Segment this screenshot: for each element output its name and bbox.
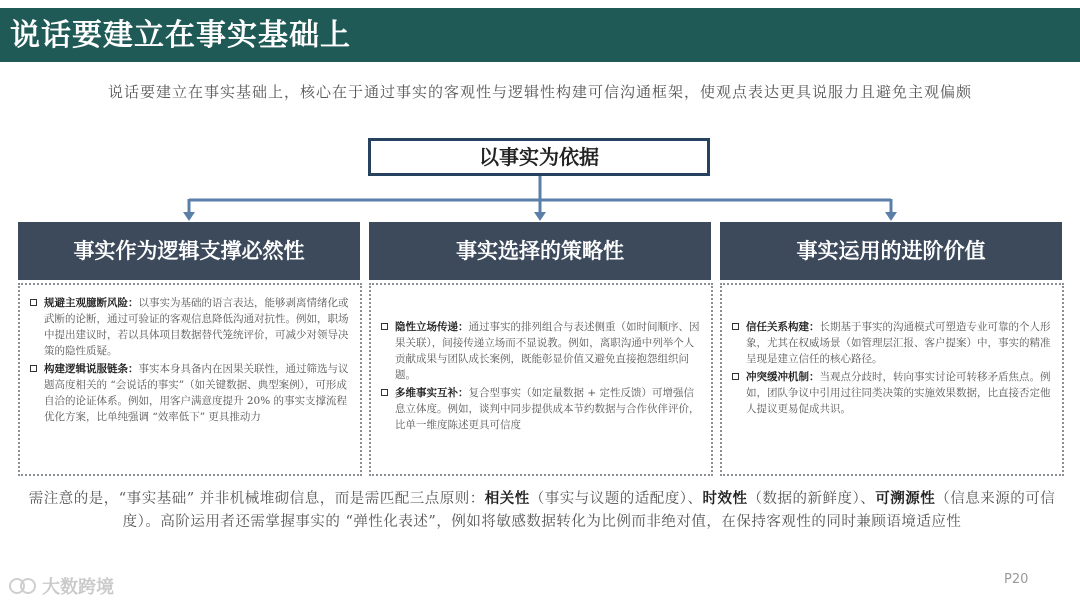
column-3-heading: 事实运用的进阶价值 (720, 222, 1062, 280)
arrow-center-icon (534, 212, 546, 221)
title-bar (0, 8, 1080, 62)
column-3-bullet-1 (732, 319, 1052, 367)
column-1-bullet-2 (30, 361, 350, 425)
keyword-timeliness: 时效性 (702, 490, 748, 507)
bottom-text-2: （事实与议题的适配度）、 (529, 491, 703, 507)
column-1-heading: 事实作为逻辑支撑必然性 (18, 222, 360, 280)
bottom-text-3: （数据的新鲜度）、 (747, 491, 876, 507)
bullet-text: 当观点分歧时，转向事实讨论可转移矛盾焦点。例如，团队争议中引用过往同类决策的实施效果数据，比直接否定他人提议更易促成共识。 (746, 371, 1051, 415)
bullet-title: 规避主观臆断风险： (44, 297, 139, 309)
bullet-title: 信任关系构建： (746, 321, 820, 333)
column-3-bullet-2 (732, 369, 1052, 417)
bottom-text-4: （信息来源的可信度）。高阶运用者还需掌握事实的 “弹性化表述”，例如将敏感数据转化为比例而非绝对值，在保持客观性的同时兼顾语境适应性 (122, 491, 1056, 530)
square-bullet-icon (732, 373, 739, 380)
keyword-relevance: 相关性 (484, 490, 530, 507)
bottom-note (22, 487, 1062, 534)
column-2-heading: 事实选择的策略性 (369, 222, 711, 280)
arrow-left-icon (183, 212, 195, 221)
arrow-right-icon (885, 212, 897, 221)
bullet-text: 长期基于事实的沟通模式可塑造专业可靠的个人形象，尤其在权威场景（如管理层汇报、客户提案）中，事实的精准呈现是建立信任的核心路径。 (746, 321, 1051, 365)
bullet-text: 事实本身具备内在因果关联性，通过筛选与议题高度相关的 “会说话的事实”（如关键数据、典型案例），可形成自洽的论证体系。例如，用客户满意度提升 20% 的事实支撑流程优化方案，比单纯强调 “效率低下” 更具推动力 (44, 363, 349, 423)
square-bullet-icon (30, 299, 37, 306)
column-3-body (720, 283, 1064, 476)
column-2-bullet-1 (381, 319, 701, 383)
bottom-text-1: 需注意的是，“事实基础” 并非机械堆砌信息，而是需匹配三点原则： (28, 491, 485, 507)
logo-icon (8, 575, 38, 597)
square-bullet-icon (732, 323, 739, 330)
square-bullet-icon (30, 365, 37, 372)
column-1-body (18, 283, 362, 476)
intro-text: 说话要建立在事实基础上，核心在于通过事实的客观性与逻辑性构建可信沟通框架，使观点表达更具说服力且避免主观偏颇 (107, 83, 972, 101)
bullet-title: 构建逻辑说服链条： (44, 363, 139, 375)
page-title: 说话要建立在事实基础上 (10, 18, 351, 53)
bullet-text: 通过事实的排列组合与表述侧重（如时间顺序、因果关联），间接传递立场而不显说教。例如，离职沟通中列举个人贡献成果与团队成长案例，既能彰显价值又避免直接抱怨组织问题。 (395, 321, 700, 381)
column-2-body (369, 283, 713, 476)
square-bullet-icon (381, 323, 388, 330)
bullet-text: 以事实为基础的语言表达，能够剥离情绪化或武断的论断，通过可验证的客观信息降低沟通对抗性。例如，职场中提出建议时，若以具体项目数据替代笼统评价，可减少对领导决策的隐性质疑。 (44, 297, 349, 357)
bullet-title: 隐性立场传递： (395, 321, 469, 333)
column-2-bullet-2 (381, 385, 701, 433)
watermark-logo (8, 573, 114, 599)
bullet-text: 复合型事实（如定量数据 + 定性反馈）可增强信息立体度。例如，谈判中同步提供成本节约数据与合作伙伴评价，比单一维度陈述更具可信度 (395, 387, 700, 431)
square-bullet-icon (381, 389, 388, 396)
keyword-traceability: 可溯源性 (875, 490, 936, 507)
column-1-bullet-1 (30, 295, 350, 359)
bullet-title: 冲突缓冲机制： (746, 371, 820, 383)
page-number: P20 (1004, 572, 1029, 587)
bullet-title: 多维事实互补： (395, 387, 469, 399)
logo-text: 大数跨境 (42, 577, 114, 598)
top-box: 以事实为依据 (368, 138, 710, 176)
